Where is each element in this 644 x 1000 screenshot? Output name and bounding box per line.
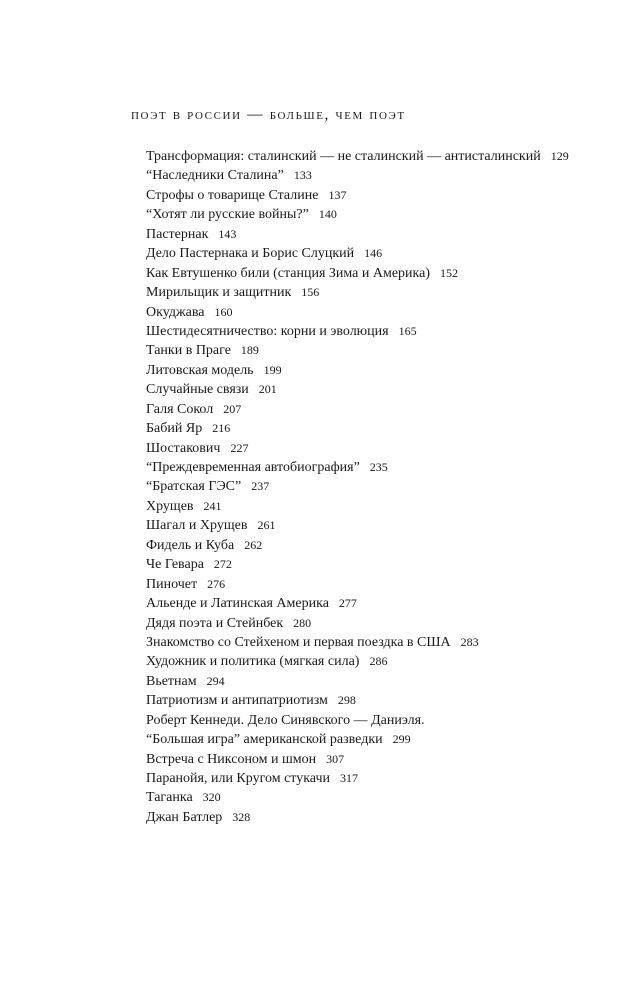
toc-entry-page-number: 152 (440, 265, 458, 280)
toc-entry (146, 750, 569, 769)
toc-entry-title: Роберт Кеннеди. Дело Синявского — Даниэля. (146, 712, 425, 728)
toc-entry-page-number: 207 (223, 401, 242, 416)
toc-entry-title: Литовская модель (146, 362, 254, 378)
toc-entry-title: Знакомство со Стейхеном и первая поездка в США (146, 634, 451, 650)
toc-entry (146, 341, 569, 360)
toc-entry (146, 303, 569, 322)
toc-entry-page-number: 276 (207, 576, 226, 591)
toc-entry-page-number: 129 (550, 149, 569, 163)
toc-entry-page-number: 156 (301, 285, 320, 300)
toc-entry-title: “Преждевременная автобиография” (146, 460, 360, 475)
toc-entry-page-number: 298 (337, 693, 356, 708)
toc-entry-title: Пастернак (146, 226, 209, 242)
toc-entry (146, 439, 569, 458)
toc-entry (146, 555, 569, 574)
toc-entry (146, 575, 569, 594)
toc-entry-title: Художник и политика (мягкая сила) (146, 654, 360, 670)
toc-entry-title: Трансформация: сталинский — не сталинский — антисталинский (146, 149, 541, 164)
toc-entry (146, 205, 569, 224)
toc-entry-page-number: 201 (258, 382, 277, 397)
toc-entry-title: Че Гевара (146, 557, 204, 573)
toc-entry (146, 283, 569, 302)
toc-entry-page-number: 286 (369, 654, 388, 669)
toc-entry (146, 419, 569, 438)
toc-entry-page-number: 261 (257, 518, 276, 533)
toc-entry-title: Шостакович (146, 440, 221, 456)
toc-entry (146, 458, 569, 477)
toc-entry (146, 769, 569, 788)
toc-entry (146, 652, 569, 671)
toc-entry-title: Патриотизм и антипатриотизм (146, 693, 328, 709)
toc-entry (146, 614, 569, 633)
toc-entry (146, 497, 569, 516)
toc-entry (146, 361, 569, 380)
toc-entry (146, 244, 569, 263)
toc-entry-page-number: 199 (263, 362, 282, 377)
toc-entry (146, 691, 569, 710)
toc-entry-title: Вьетнам (146, 673, 197, 689)
toc-entry-title: Танки в Праге (146, 343, 231, 359)
toc-entry-title: Джан Батлер (146, 809, 223, 825)
toc-entry (146, 264, 569, 283)
toc-entry-title: Хрущев (146, 498, 194, 514)
toc-entry-page-number: 294 (206, 673, 225, 688)
toc-entry (146, 788, 569, 807)
toc-entry-title: Галя Сокол (146, 401, 214, 417)
toc-entry-title: Дело Пастернака и Борис Слуцкий (146, 246, 355, 262)
toc-entry-title: Окуджава (146, 304, 205, 320)
toc-entry-page-number: 227 (230, 440, 249, 455)
toc-entry-page-number: 140 (318, 207, 337, 222)
toc-entry-title: Случайные связи (146, 382, 249, 398)
toc-entry-page-number: 133 (293, 168, 312, 183)
table-of-contents (146, 147, 569, 827)
toc-entry (146, 672, 569, 691)
toc-entry (146, 536, 569, 555)
toc-entry-page-number: 216 (212, 421, 231, 436)
toc-entry (146, 380, 569, 399)
toc-entry-page-number: 320 (202, 790, 221, 805)
toc-entry-title: Мирильщик и защитник (146, 285, 292, 301)
toc-entry-title: “Братская ГЭС” (146, 479, 242, 495)
toc-entry-page-number: 235 (369, 460, 388, 474)
toc-entry-title: Фидель и Куба (146, 537, 235, 553)
toc-entry-page-number: 146 (364, 246, 383, 261)
toc-entry-page-number: 283 (460, 634, 479, 649)
toc-entry-page-number: 280 (293, 615, 312, 630)
toc-entry-page-number: 165 (398, 323, 417, 338)
toc-entry-title: Паранойя, или Кругом стукачи (146, 771, 330, 786)
toc-entry-title: Шагал и Хрущев (146, 518, 248, 534)
toc-entry-title: Бабий Яр (146, 421, 203, 437)
toc-entry-title: Строфы о товарище Сталине (146, 187, 319, 203)
toc-entry-page-number: 317 (340, 771, 358, 785)
toc-entry-page-number: 241 (203, 498, 222, 513)
toc-entry (146, 477, 569, 496)
toc-entry (146, 186, 569, 205)
toc-entry-title: Как Евтушенко били (станция Зима и Америка) (146, 265, 430, 281)
toc-entry (146, 594, 569, 613)
toc-entry-title: Встреча с Никсоном и шмон (146, 751, 317, 767)
toc-entry (146, 166, 569, 185)
toc-entry (146, 400, 569, 419)
toc-entry-page-number: 189 (240, 343, 259, 358)
toc-entry-title: “Наследники Сталина” (146, 168, 284, 184)
toc-entry (146, 730, 569, 749)
toc-entry (146, 711, 569, 730)
toc-entry-page-number: 143 (218, 226, 237, 241)
toc-entry (146, 808, 569, 827)
section-title: поэт в россии — больше, чем поэт (131, 106, 406, 123)
toc-entry-title: Таганка (146, 790, 193, 806)
toc-entry-page-number: 307 (326, 751, 345, 766)
toc-entry-title: Шестидесятничество: корни и эволюция (146, 323, 389, 339)
toc-entry-page-number: 137 (328, 187, 347, 202)
toc-entry-title: Альенде и Латинская Америка (146, 596, 329, 612)
toc-entry-title: Дядя поэта и Стейнбек (146, 615, 284, 631)
toc-entry (146, 633, 569, 652)
toc-entry-page-number: 299 (392, 732, 411, 747)
toc-entry (146, 225, 569, 244)
toc-entry-title: Пиночет (146, 576, 198, 592)
toc-entry-page-number: 277 (338, 596, 357, 611)
toc-entry-page-number: 328 (232, 809, 251, 824)
toc-entry-page-number: 262 (244, 537, 263, 552)
toc-entry-page-number: 237 (251, 479, 270, 494)
toc-entry-title: “Большая игра” американской разведки (146, 732, 383, 748)
toc-entry-title: “Хотят ли русские войны?” (146, 207, 309, 223)
toc-entry (146, 147, 569, 166)
toc-entry (146, 516, 569, 535)
toc-entry-page-number: 160 (214, 304, 233, 319)
toc-entry (146, 322, 569, 341)
toc-entry-page-number: 272 (213, 557, 232, 572)
